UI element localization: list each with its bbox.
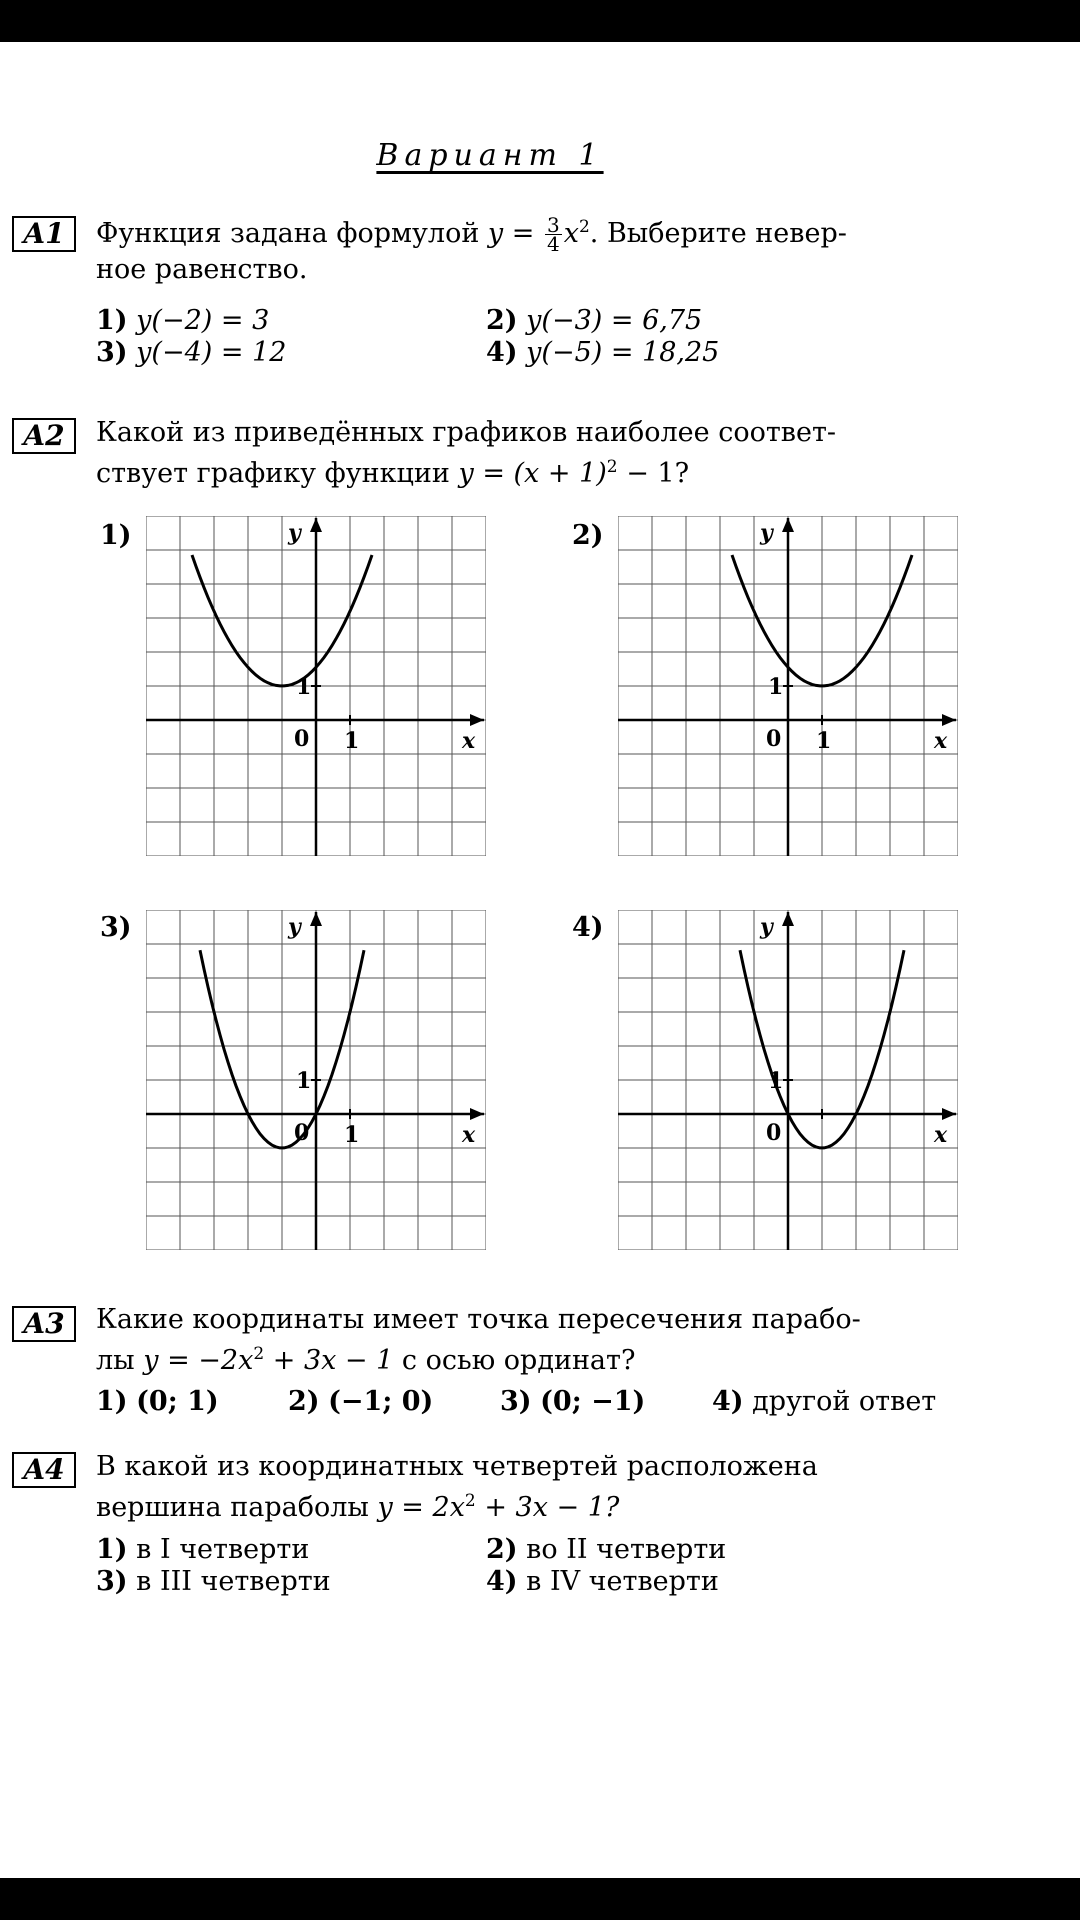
graph-4 bbox=[618, 910, 958, 1250]
a2-line2-before: ствует графику функции bbox=[96, 458, 450, 489]
graph-4-number: 4) bbox=[572, 912, 604, 943]
graph-3-number: 3) bbox=[100, 912, 132, 943]
x-axis-label: x bbox=[934, 1122, 948, 1148]
x-axis-label: x bbox=[462, 1122, 476, 1148]
y-arrow-icon bbox=[310, 518, 322, 532]
x-arrow-icon bbox=[942, 1108, 956, 1120]
y-arrow-icon bbox=[782, 912, 794, 926]
a3-sup: 2 bbox=[253, 1344, 265, 1364]
graph-2-number: 2) bbox=[572, 520, 604, 551]
task-a4-text bbox=[96, 1450, 966, 1525]
a4-option-2: 2) во II четверти bbox=[486, 1534, 727, 1565]
a3-option-3: 3) (0; −1) bbox=[500, 1386, 646, 1417]
y-arrow-icon bbox=[782, 518, 794, 532]
x-unit-label: 1 bbox=[344, 1122, 360, 1148]
page-title: Вариант 1 bbox=[376, 138, 604, 173]
y-unit-label: 1 bbox=[296, 674, 312, 700]
a1-y-eq: y = bbox=[487, 218, 535, 249]
a1-text-before: Функция задана формулой bbox=[96, 218, 480, 249]
graph-3 bbox=[146, 910, 486, 1250]
a2-line1: Какой из приведённых графиков наиболее соответ- bbox=[96, 417, 837, 448]
origin-label: 0 bbox=[294, 1120, 310, 1146]
a3-line2-after: с осью ординат? bbox=[393, 1345, 636, 1376]
x-arrow-icon bbox=[470, 714, 484, 726]
task-a1-text bbox=[96, 210, 966, 287]
a3-line2-before: лы bbox=[96, 1345, 135, 1376]
x-unit-label: 1 bbox=[344, 728, 360, 754]
y-axis-label: y bbox=[760, 520, 773, 546]
x-axis-label: x bbox=[934, 728, 948, 754]
a3-option-2: 2) (−1; 0) bbox=[288, 1386, 434, 1417]
a3-formula-a: y = −2x bbox=[143, 1345, 254, 1376]
a3-option-4: 4) другой ответ bbox=[712, 1386, 937, 1417]
a1-option-4: 4) y(−5) = 18,25 bbox=[486, 337, 720, 368]
x-axis-label: x bbox=[462, 728, 476, 754]
graph-2 bbox=[618, 516, 958, 856]
origin-label: 0 bbox=[766, 726, 782, 752]
bottom-black-bar bbox=[0, 1878, 1080, 1920]
x-arrow-icon bbox=[942, 714, 956, 726]
origin-label: 0 bbox=[766, 1120, 782, 1146]
y-unit-label: 1 bbox=[768, 1068, 784, 1094]
y-axis-label: y bbox=[288, 914, 301, 940]
a3-formula-b: + 3x − 1 bbox=[264, 1345, 394, 1376]
a4-formula-b: + 3x − 1? bbox=[475, 1492, 620, 1523]
task-a2-text bbox=[96, 416, 966, 491]
a3-option-1: 1) (0; 1) bbox=[96, 1386, 219, 1417]
a1-text-after: . Выберите невер- bbox=[589, 218, 847, 249]
a1-x: x bbox=[563, 218, 579, 249]
task-label-a3: A3 bbox=[12, 1306, 76, 1342]
a1-option-3: 3) y(−4) = 12 bbox=[96, 337, 287, 368]
a3-line1: Какие координаты имеет точка пересечения парабо- bbox=[96, 1304, 861, 1335]
task-label-a2: A2 bbox=[12, 418, 76, 454]
graph-1 bbox=[146, 516, 486, 856]
task-label-a1: A1 bbox=[12, 216, 76, 252]
a4-sup: 2 bbox=[464, 1491, 476, 1511]
a4-line1: В какой из координатных четвертей расположена bbox=[96, 1451, 818, 1482]
task-label-a4: A4 bbox=[12, 1452, 76, 1488]
y-arrow-icon bbox=[310, 912, 322, 926]
a1-sq: 2 bbox=[578, 217, 590, 237]
task-a3-text bbox=[96, 1303, 966, 1378]
a1-fraction bbox=[545, 213, 562, 256]
y-axis-label: y bbox=[760, 914, 773, 940]
a1-option-1: 1) y(−2) = 3 bbox=[96, 305, 270, 336]
a1-option-2: 2) y(−3) = 6,75 bbox=[486, 305, 703, 336]
a4-formula-a: y = 2x bbox=[377, 1492, 465, 1523]
a2-sup: 2 bbox=[606, 457, 618, 477]
a2-formula-end: − 1? bbox=[617, 458, 690, 489]
a4-option-1: 1) в I четверти bbox=[96, 1534, 310, 1565]
origin-label: 0 bbox=[294, 726, 310, 752]
a1-text-line2: ное равенство. bbox=[96, 254, 308, 285]
a2-formula: y = (x + 1) bbox=[458, 458, 607, 489]
y-unit-label: 1 bbox=[296, 1068, 312, 1094]
y-axis-label: y bbox=[288, 520, 301, 546]
y-unit-label: 1 bbox=[768, 674, 784, 700]
a1-frac-den: 4 bbox=[546, 232, 560, 256]
x-arrow-icon bbox=[470, 1108, 484, 1120]
top-black-bar bbox=[0, 0, 1080, 42]
a4-line2-before: вершина параболы bbox=[96, 1492, 369, 1523]
x-unit-label: 1 bbox=[816, 728, 832, 754]
a4-option-3: 3) в III четверти bbox=[96, 1566, 331, 1597]
a1-frac-num: 3 bbox=[546, 213, 560, 237]
a4-option-4: 4) в IV четверти bbox=[486, 1566, 719, 1597]
graph-1-number: 1) bbox=[100, 520, 132, 551]
